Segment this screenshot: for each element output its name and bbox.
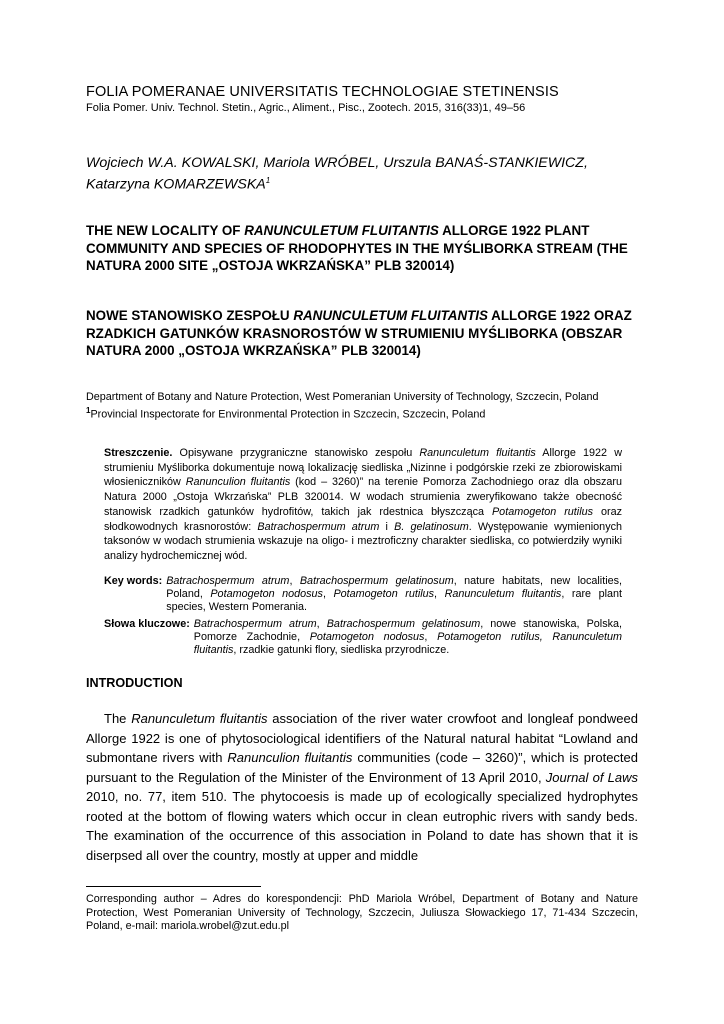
affiliation-marker: 1 [265, 176, 271, 185]
keywords-text [166, 575, 622, 615]
keyword-text: , [289, 575, 300, 587]
keywords-english [104, 575, 622, 615]
body-citation: Journal of Laws [545, 769, 638, 785]
keywords-polish [104, 618, 622, 658]
keywords-label: Słowa kluczowe: [104, 618, 190, 630]
keyword-taxon: Potamogeton rutilus [333, 588, 435, 601]
keyword-text: , nowe stanowiska, Polska, Pomorze Zachodnie, [193, 618, 623, 644]
author-name: Katarzyna KOMARZEWSKA [86, 176, 266, 193]
author-list [86, 154, 646, 194]
title-text: ALLORGE 1922 ORAZ RZADKICH GATUNKÓW KRASNOROSTÓW W STRUMIENIU MYŚLIBORKA (OBSZAR NATURA 2000 „OSTOJA WKRZAŃSKA” PLB 320014) [86, 308, 632, 358]
abstract-text: (kod – 3260)” na terenie Pomorza Zachodniego oraz dla obszaru Natura 2000 „Ostoja Wkrzańska” PLB 320014. W wodach strumienia zweryfikowano także obecność stanowisk rzadkich gatunków hydrofitów, takich jak rdestnica błyszcząca [104, 476, 622, 518]
title-text: ALLORGE 1922 PLANT COMMUNITY AND SPECIES OF RHODOPHYTES IN THE MYŚLIBORKA STREAM (THE NATURA 2000 SITE „OSTOJA WKRZAŃSKA” PLB 320014) [86, 223, 628, 273]
keyword-text: , [434, 588, 445, 601]
body-text: 2010, no. 77, item 510. The phytocoesis is made up of ecologically specialized hydrophytes rooted at the bottom of flowing waters which occur in clean eutrophic rivers with sandy beds. The examination of the occurrence of this association in Poland to date has shown that it is diserpsed all over the country, mostly at upper and middle [86, 789, 638, 863]
keyword-text: , [424, 631, 438, 644]
title-taxon: RANUNCULETUM FLUITANTIS [244, 223, 439, 238]
corresponding-author-footnote: Corresponding author – Adres do korespondencji: PhD Mariola Wróbel, Department of Botany and Nature Protection, West Pomeranian University of Technology, Szczecin, Juliusza Słowackiego 17, 71-434 Szczecin, Poland, e-mail: mariola.wrobel@zut.edu.pl [86, 893, 638, 933]
abstract-taxon: Potamogeton rutilus [491, 505, 594, 518]
keywords-label: Key words: [104, 575, 163, 587]
affiliation-marker: 1 [86, 406, 91, 416]
authors-line-2 [86, 172, 646, 194]
keyword-taxon: Batrachospermum atrum [193, 618, 317, 630]
abstract-taxon: Ranunculetum fluitantis [419, 447, 536, 459]
abstract-taxon: Ranunculion fluitantis [185, 476, 291, 489]
keyword-text: , rzadkie gatunki flory, siedliska przyrodnicze. [233, 644, 450, 657]
keyword-text: , [316, 618, 327, 630]
journal-name: FOLIA POMERANAE UNIVERSITATIS TECHNOLOGIAE STETINENSIS [86, 84, 559, 100]
keyword-taxon: Potamogeton nodosus [210, 588, 323, 601]
keyword-taxon: Potamogeton rutilus, [437, 631, 543, 644]
keyword-taxon: Ranunculetum fluitantis [193, 631, 623, 657]
affiliation-text: Provincial Inspectorate for Environmental Protection in Szczecin, Szczecin, Poland [90, 408, 486, 421]
affiliations [86, 391, 634, 422]
title-polish [86, 307, 646, 360]
body-text: communities (code – 3260)”, which is protected pursuant to the Regulation of the Minister of the Environment of 13 April 2010, [86, 750, 638, 785]
keyword-taxon: Batrachospermum gelatinosum [299, 575, 454, 587]
journal-citation: Folia Pomer. Univ. Technol. Stetin., Agric., Aliment., Pisc., Zootech. 2015, 316(33)1, 49–56 [86, 102, 526, 114]
abstract-label: Streszczenie. [104, 447, 173, 459]
keywords-text [194, 618, 622, 658]
abstract-taxon: B. gelatinosum [394, 520, 469, 533]
title-text: THE NEW LOCALITY OF [86, 223, 245, 238]
affiliation-0: Department of Botany and Nature Protection, West Pomeranian University of Technology, Szczecin, Poland [86, 391, 599, 403]
keyword-taxon: Batrachospermum gelatinosum [326, 618, 481, 630]
keyword-text: , rare plant species, Western Pomerania. [166, 588, 622, 614]
footnote-divider [86, 886, 261, 887]
title-english [86, 222, 646, 275]
affiliation-1 [86, 404, 634, 422]
body-taxon: Ranunculetum fluitantis [131, 711, 268, 726]
abstract-text: oraz słodkowodnych krasnorostów: [104, 505, 623, 533]
introduction-paragraph [86, 709, 638, 865]
abstract-text: . Występowanie wymienionych taksonów w wodach strumienia wskazuje na oligo- i meztroficzny charakter siedliska, co potwierdziły wyniki analizy hydrochemicznej wód. [104, 520, 622, 562]
abstract-text: Opisywane przygraniczne stanowisko zespołu [172, 447, 420, 459]
section-heading-introduction: INTRODUCTION [86, 676, 183, 690]
title-taxon: RANUNCULETUM FLUITANTIS [293, 308, 488, 323]
authors-line-1: Wojciech W.A. KOWALSKI, Mariola WRÓBEL, Urszula BANAŚ-STANKIEWICZ, [86, 155, 588, 171]
abstract-text: i [379, 520, 395, 533]
keyword-text [543, 631, 553, 643]
keyword-taxon: Ranunculetum fluitantis [444, 588, 562, 601]
abstract-text: Allorge 1922 w strumieniu Myśliborka dokumentuje nową lokalizację siedliska „Nizinne i podgórskie rzeki ze zbiorowiskami włosieniczników [104, 447, 622, 489]
title-text: NOWE STANOWISKO ZESPOŁU [86, 308, 294, 323]
body-taxon: Ranunculion fluitantis [227, 750, 353, 765]
keyword-text: , [322, 588, 334, 601]
abstract-taxon: Batrachospermum atrum [257, 520, 380, 533]
keyword-text: , nature habitats, new localities, Poland, [166, 575, 623, 601]
keyword-taxon: Potamogeton nodosus [309, 631, 425, 644]
body-text: The [104, 711, 132, 726]
body-text: association of the river water crowfoot and longleaf pondweed Allorge 1922 is one of phytosociological identifiers of the Natural natural habitat “Lowland and submontane rivers with [86, 711, 638, 765]
keyword-taxon: Batrachospermum atrum [166, 575, 290, 587]
abstract-polish [104, 446, 622, 564]
